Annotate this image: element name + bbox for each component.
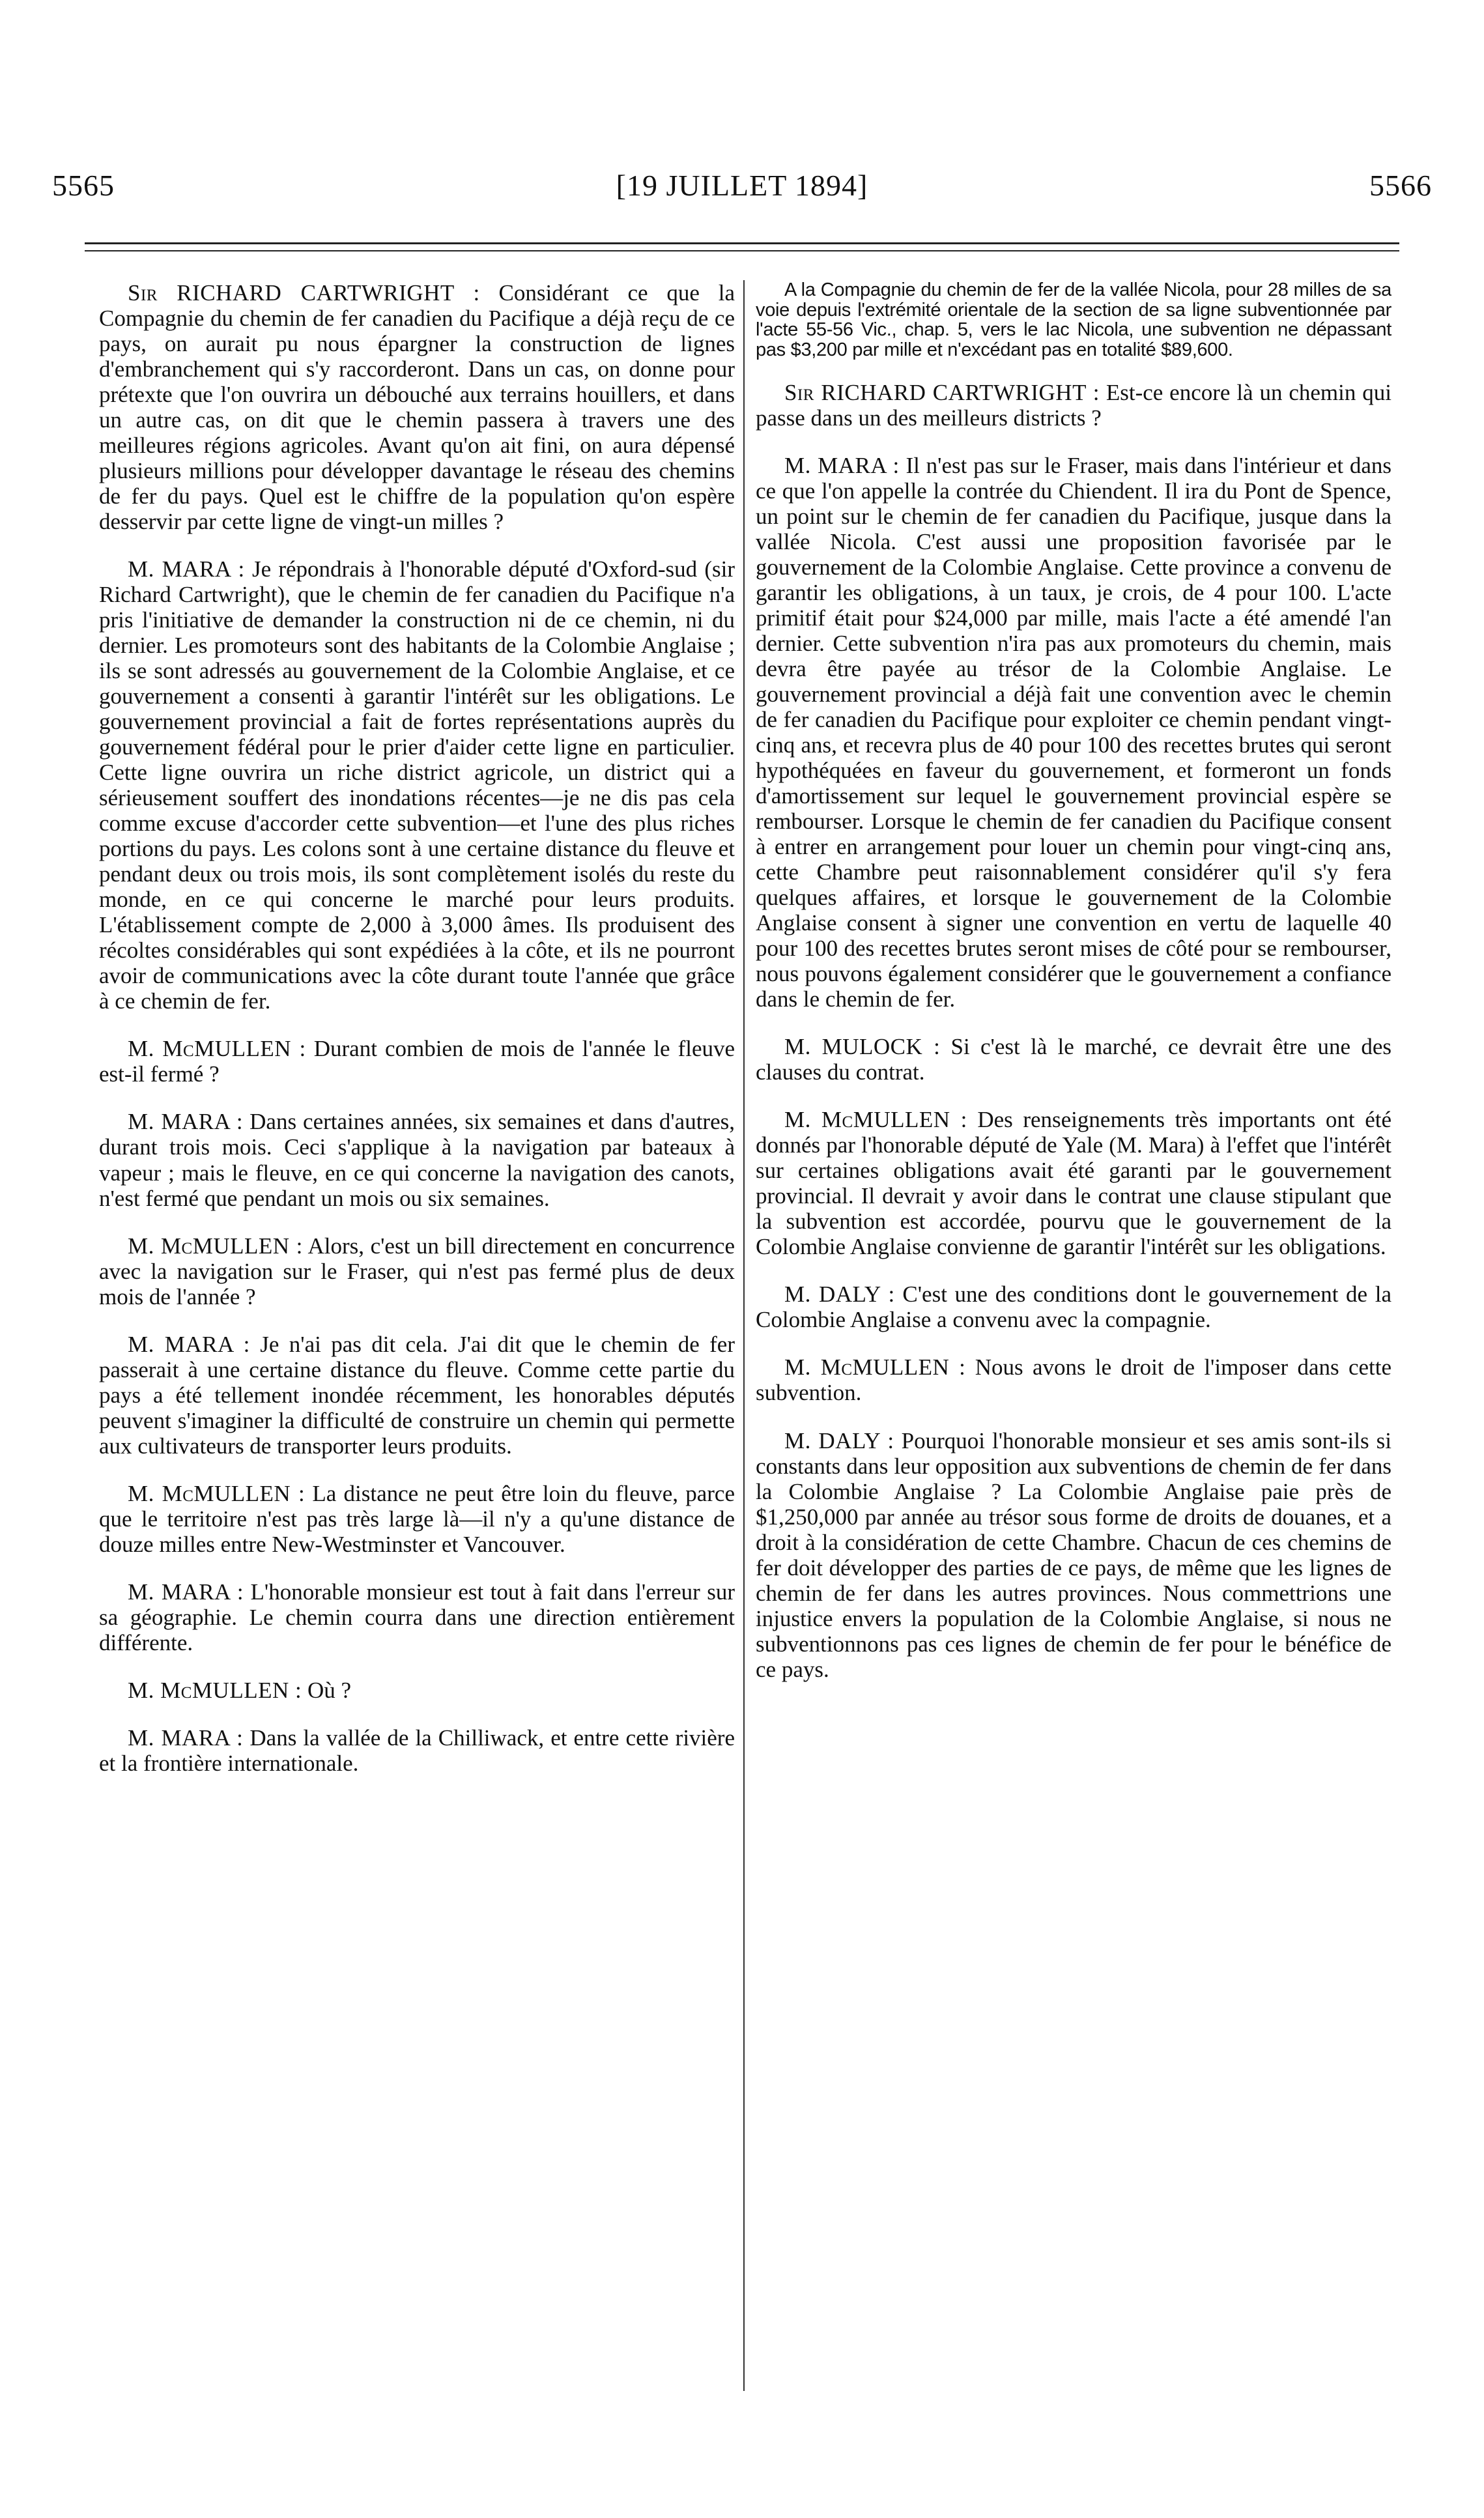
paragraph-text: Considérant ce que la Compagnie du chemin de fer canadien du Pacifique a déjà reçu de ce pays, on aurait pu nous épargner la construction de lignes d'embranchement qui s'y raccorderont. Dans un cas, on donne pour prétexte que l'on ouvrira un débouché aux terrains houillers, et dans un autre cas, on dit que le chemin passera à travers une des meilleures régions agricoles. Avant qu'on ait fini, on aura dépensé plusieurs millions pour développer davantage le réseau des chemins de fer du pays. Quel est le chiffre de la population qu'on espère desservir par cette ligne de vingt-un milles ? — [99, 280, 735, 535]
paragraph — [99, 1233, 735, 1309]
left-column — [99, 280, 735, 2411]
header-date: [19 JUILLET 1894] — [616, 169, 868, 202]
paragraph — [756, 1034, 1391, 1085]
speaker-name: M. McMULLEN : — [128, 1036, 306, 1062]
speaker-name: M. MARA : — [128, 1331, 250, 1357]
paragraph — [756, 1428, 1391, 1682]
paragraph — [756, 1281, 1391, 1332]
speaker-name: M. MARA : — [128, 556, 245, 582]
speaker-name: M. MARA : — [128, 1724, 244, 1751]
paragraph — [756, 1354, 1391, 1405]
speaker-name: M. MARA : — [128, 1109, 244, 1135]
paragraph-text: Dans certaines années, six semaines et dans d'autres, durant trois mois. Ceci s'applique à la navigation par bateaux à vapeur ; mais le fleuve, en ce qui concerne la navigation des canots, n'est fermé que pendant un mois ou six semaines. — [99, 1109, 735, 1211]
speaker-name: M. McMULLEN : — [128, 1233, 303, 1259]
speaker-name: M. MARA : — [784, 452, 900, 478]
paragraph — [99, 1332, 735, 1459]
page-number-right: 5566 — [1369, 169, 1432, 202]
paragraph-text: A la Compagnie du chemin de fer de la vallée Nicola, pour 28 milles de sa voie depuis l'extrémité orientale de la section de sa ligne subventionnée par l'acte 55-56 Vic., chap. 5, vers le lac Nicola, une subvention ne dépassant pas $3,200 par mille et n'excédant pas en totalité $89,600. — [756, 280, 1391, 361]
paragraph-text: Je n'ai pas dit cela. J'ai dit que le chemin de fer passerait à une certaine distance du fleuve. Comme cette partie du pays a été tellement inondée récemment, les honorables députés peuvent s'imaginer la difficulté de construire un chemin qui permette aux cultivateurs de transporter leurs produits. — [99, 1331, 735, 1459]
paragraph-text: Durant combien de mois de l'année le fleuve est-il fermé ? — [99, 1036, 735, 1087]
right-column — [756, 280, 1391, 2411]
paragraph — [756, 280, 1391, 360]
speaker-name: M. MULOCK : — [784, 1034, 941, 1060]
paragraph-text: C'est une des conditions dont le gouvernement de la Colombie Anglaise a convenu avec la compagnie. — [756, 1281, 1391, 1333]
paragraph — [99, 1725, 735, 1776]
paragraph-text: Nous avons le droit de l'imposer dans cette subvention. — [756, 1354, 1391, 1406]
speaker-name: M. McMULLEN : — [128, 1480, 306, 1506]
paragraph-text: Dans la vallée de la Chilliwack, et entre cette rivière et la frontière internationale. — [99, 1724, 735, 1776]
speaker-name: Sir RICHARD CARTWRIGHT : — [784, 379, 1100, 405]
speaker-name: M. McMULLEN : — [784, 1354, 966, 1381]
paragraph-text: Où ? — [302, 1677, 352, 1703]
paragraph — [99, 1678, 735, 1703]
speaker-name: Sir RICHARD CARTWRIGHT : — [128, 280, 480, 306]
paragraph-text: Des renseignements très importants ont été donnés par l'honorable député de Yale (M. Mara) à l'effet que l'intérêt sur certaines obligations avait été garanti par le gouvernement provincial. Il devrait y avoir dans le contrat une clause stipulant que la subvention est accordée, pourvu que le gouvernement de la Colombie Anglaise convienne de garantir l'intérêt sur les obligations. — [756, 1107, 1391, 1260]
header-rule-top — [85, 242, 1399, 244]
paragraph-text: Si c'est là le marché, ce devrait être une des clauses du contrat. — [756, 1034, 1391, 1085]
speaker-name: M. MARA : — [128, 1579, 244, 1605]
speaker-name: M. DALY : — [784, 1281, 895, 1308]
paragraph-text: L'honorable monsieur est tout à fait dans l'erreur sur sa géographie. Le chemin courra dans une direction entièrement différente. — [99, 1579, 735, 1655]
page-header — [52, 168, 1432, 214]
paragraph — [756, 453, 1391, 1012]
paragraph — [99, 556, 735, 1014]
speaker-name: M. McMULLEN : — [784, 1107, 967, 1133]
paragraph — [756, 1107, 1391, 1259]
paragraph-text: Pourquoi l'honorable monsieur et ses amis sont-ils si constants dans leur opposition aux subventions de chemin de fer dans la Colombie Anglaise ? La Colombie Anglaise paie près de $1,250,000 par année au trésor sous forme de droits de douanes, et a droit à la considération de cette Chambre. Chacun de ces chemins de fer doit développer des parties de ce pays, de même que les lignes de chemin de fer dans les autres provinces. Nous commettrions une injustice envers la population de la Colombie Anglaise, si nous ne subventionnons pas ces lignes de chemin de fer pour le bénéfice de ce pays. — [756, 1427, 1391, 1682]
speaker-name: M. McMULLEN : — [128, 1677, 302, 1703]
paragraph — [756, 380, 1391, 431]
page-number-left: 5565 — [52, 169, 115, 202]
paragraph-text: La distance ne peut être loin du fleuve, parce que le territoire n'est pas très large là—il n'y a qu'une distance de douze milles entre New-Westminster et Vancouver. — [99, 1480, 735, 1557]
paragraph — [99, 280, 735, 534]
paragraph-text: Alors, c'est un bill directement en concurrence avec la navigation sur le Fraser, qui n'est pas fermé plus de deux mois de l'année ? — [99, 1233, 735, 1309]
paragraph — [99, 1579, 735, 1655]
paragraph — [99, 1109, 735, 1210]
paragraph-text: Il n'est pas sur le Fraser, mais dans l'intérieur et dans ce que l'on appelle la contrée du Chiendent. Il ira du Pont de Spence, un point sur le chemin de fer canadien du Pacifique, jusque dans la vallée Nicola. C'est aussi une proposition favorisée par le gouvernement de la Colombie Anglaise. Cette province a convenu de garantir les obligations, à un taux, je crois, de 4 pour 100. L'acte primitif était pour $24,000 par mille, mais l'acte a été amendé l'an dernier. Cette subvention n'ira pas aux promoteurs du chemin, mais devra être payée au trésor de la Colombie Anglaise. Le gouvernement provincial a déjà fait une convention avec le chemin de fer canadien du Pacifique pour exploiter ce chemin pendant vingt-cinq ans, et recevra plus de 40 pour 100 des recettes brutes qui seront hypothéquées en faveur du gouvernement, et formeront un fonds d'amortissement sur lequel le gouvernement provincial espère se rembourser. Lorsque le chemin de fer canadien du Pacifique consent à entrer en arrangement pour louer un chemin pour vingt-cinq ans, cette Chambre peut raisonnablement considérer qu'il s'y fera quelques affaires, et lorsque le gouvernement de la Colombie Anglaise consent à signer une convention en vertu de laquelle 40 pour 100 des recettes brutes seront mises de côté pour se rembourser, nous pouvons également considérer que le gouvernement a confiance dans le chemin de fer. — [756, 452, 1391, 1012]
column-divider — [743, 280, 745, 2391]
paragraph — [99, 1036, 735, 1087]
paragraph-text: Est-ce encore là un chemin qui passe dans un des meilleurs districts ? — [756, 379, 1391, 431]
paragraph-text: Je répondrais à l'honorable député d'Oxford-sud (sir Richard Cartwright), que le chemin de fer canadien du Pacifique n'a pris l'initiative de demander la construction ni de ce chemin, ni du dernier. Les promoteurs sont des habitants de la Colombie Anglaise ; ils se sont adressés au gouvernement de la Colombie Anglaise, et ce gouvernement a consenti à garantir l'intérêt sur les obligations. Le gouvernement provincial a fait de fortes représentations auprès du gouvernement fédéral pour le prier d'aider cette ligne en particulier. Cette ligne ouvrira un riche district agricole, un district qui a sérieusement souffert des inondations récentes—je ne dis pas cela comme excuse d'accorder cette subvention—et l'une des plus riches portions du pays. Les colons sont à une certaine distance du fleuve et pendant deux ou trois mois, ils sont complètement isolés du reste du monde, en ce qui concerne le marché pour leurs produits. L'établissement compte de 2,000 à 3,000 âmes. Ils produisent des récoltes considérables qui sont expédiées à la côte, et ils ne pourront avoir de communications avec la côte durant toute l'année que grâce à ce chemin de fer. — [99, 556, 735, 1014]
header-rule-bottom — [85, 250, 1399, 251]
speaker-name: M. DALY : — [784, 1427, 894, 1453]
paragraph — [99, 1481, 735, 1557]
